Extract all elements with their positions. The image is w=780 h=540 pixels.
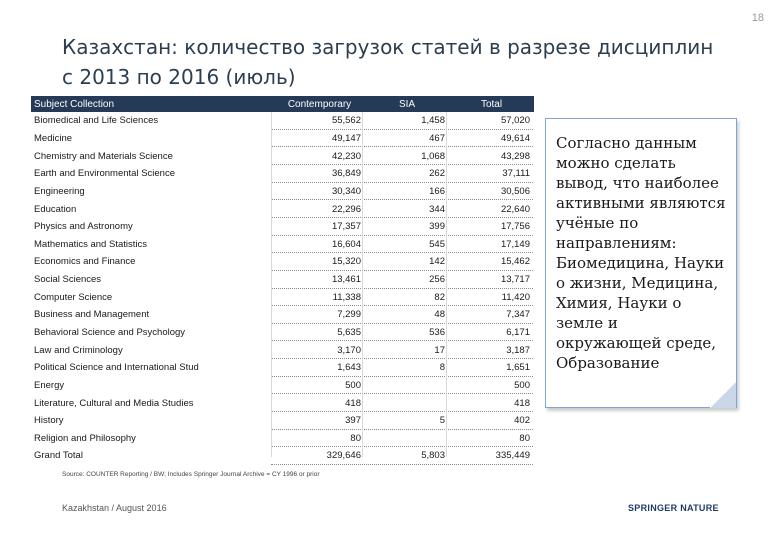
row-separator <box>271 305 533 306</box>
table-row <box>31 218 534 236</box>
cell-contemporary: 329,646 <box>326 450 361 462</box>
cell-contemporary: 17,357 <box>331 221 361 233</box>
conclusion-note <box>545 118 737 408</box>
table-row <box>31 377 534 395</box>
cell-contemporary: 7,299 <box>337 309 361 321</box>
cell-sia: 48 <box>434 309 445 321</box>
table-row <box>31 394 534 412</box>
row-separator <box>271 429 533 430</box>
cell-subject: Social Sciences <box>34 274 102 286</box>
cell-sia: 8 <box>439 362 445 374</box>
source-note: Source: COUNTER Reporting / BW; Includes Springer Journal Archive = CY 1996 or prior <box>62 471 320 478</box>
conclusion-text: Согласно данным можно сделать вывод, что наиболее активными являются учёные по направлениям: Биомедицина, Науки о жизни, Медицина, Химия, Науки о земле и окружающей среде, Образование <box>556 134 726 372</box>
cell-contemporary: 13,461 <box>331 274 361 286</box>
cell-contemporary: 30,340 <box>331 185 361 197</box>
cell-total: 17,149 <box>500 238 530 250</box>
table-row <box>31 112 534 130</box>
row-separator <box>271 146 533 147</box>
row-separator <box>271 270 533 271</box>
cell-contemporary: 3,170 <box>337 344 361 356</box>
cell-total: 7,347 <box>506 309 530 321</box>
header-total: Total <box>480 98 503 110</box>
cell-contemporary: 397 <box>345 415 361 427</box>
table-row <box>31 306 534 324</box>
cell-total: 17,756 <box>500 221 530 233</box>
table-row <box>31 253 534 271</box>
downloads-table <box>31 96 534 465</box>
cell-sia: 467 <box>429 132 445 144</box>
cell-total: 418 <box>514 397 530 409</box>
row-separator <box>271 464 533 465</box>
cell-total: 3,187 <box>506 344 530 356</box>
table-row <box>31 235 534 253</box>
cell-contemporary: 36,849 <box>331 168 361 180</box>
row-separator <box>271 358 533 359</box>
table-row <box>31 200 534 218</box>
cell-contemporary: 22,296 <box>331 203 361 215</box>
cell-subject: Computer Science <box>34 291 113 303</box>
cell-total: 30,506 <box>500 185 530 197</box>
row-separator <box>271 446 533 447</box>
footer-left: Kazakhstan / August 2016 <box>62 503 167 513</box>
cell-sia: 256 <box>429 274 445 286</box>
slide-title: Казахстан: количество загрузок статей в разрезе дисциплин с 2013 по 2016 (июль) <box>62 35 714 89</box>
row-separator <box>271 393 533 394</box>
cell-sia: 262 <box>429 168 445 180</box>
header-sia: SIA <box>398 98 416 110</box>
cell-contemporary: 80 <box>350 432 361 444</box>
row-separator <box>271 199 533 200</box>
table-row <box>31 447 534 465</box>
table-row <box>31 324 534 342</box>
cell-subject: Grand Total <box>34 450 83 462</box>
cell-subject: Law and Criminology <box>34 344 123 356</box>
cell-sia: 5,803 <box>421 450 445 462</box>
cell-sia: 1,458 <box>421 115 445 127</box>
row-separator <box>271 411 533 412</box>
table-row <box>31 147 534 165</box>
row-separator <box>271 217 533 218</box>
cell-contemporary: 500 <box>345 379 361 391</box>
table-row <box>31 271 534 289</box>
row-separator <box>271 323 533 324</box>
row-separator <box>271 252 533 253</box>
cell-contemporary: 55,562 <box>331 115 361 127</box>
cell-total: 80 <box>519 432 530 444</box>
cell-contemporary: 42,230 <box>331 150 361 162</box>
cell-subject: Physics and Astronomy <box>34 221 133 233</box>
table-row <box>31 341 534 359</box>
cell-sia: 5 <box>439 415 445 427</box>
table-row <box>31 359 534 377</box>
column-divider <box>446 112 447 457</box>
cell-total: 335,449 <box>495 450 530 462</box>
table-row <box>31 288 534 306</box>
cell-subject: Energy <box>34 379 65 391</box>
cell-contemporary: 49,147 <box>331 132 361 144</box>
cell-sia: 545 <box>429 238 445 250</box>
header-contemporary: Contemporary <box>287 98 352 110</box>
table-row <box>31 412 534 430</box>
cell-sia: 536 <box>429 327 445 338</box>
row-separator <box>271 288 533 289</box>
cell-contemporary: 15,320 <box>331 256 361 268</box>
row-separator <box>271 164 533 165</box>
cell-total: 37,111 <box>502 168 530 180</box>
cell-subject: Political Science and International Stud <box>34 362 199 374</box>
cell-subject: Religion and Philosophy <box>34 432 136 444</box>
cell-subject: History <box>34 415 64 427</box>
cell-total: 402 <box>514 415 530 427</box>
cell-sia: 166 <box>429 185 445 197</box>
page-number: 18 <box>751 12 764 24</box>
row-separator <box>271 129 533 130</box>
cell-contemporary: 11,338 <box>332 291 361 303</box>
cell-subject: Mathematics and Statistics <box>34 238 147 250</box>
cell-subject: Literature, Cultural and Media Studies <box>34 397 194 409</box>
cell-subject: Biomedical and Life Sciences <box>34 115 159 127</box>
row-separator <box>271 340 533 341</box>
cell-subject: Economics and Finance <box>34 256 136 268</box>
cell-contemporary: 1,643 <box>337 362 361 374</box>
cell-subject: Business and Management <box>34 309 150 321</box>
cell-total: 11,420 <box>501 291 530 303</box>
row-separator <box>271 235 533 236</box>
cell-contemporary: 418 <box>345 397 361 409</box>
table-row <box>31 165 534 183</box>
cell-sia: 17 <box>434 344 445 356</box>
column-divider <box>362 112 363 457</box>
cell-sia: 82 <box>434 291 445 303</box>
cell-sia: 142 <box>429 256 445 268</box>
cell-contemporary: 16,604 <box>331 238 361 250</box>
springer-nature-logo: SPRINGER NATURE <box>628 503 719 513</box>
table-row <box>31 130 534 148</box>
cell-total: 13,717 <box>500 274 530 286</box>
cell-subject: Chemistry and Materials Science <box>34 150 173 162</box>
row-separator <box>271 376 533 377</box>
cell-total: 49,614 <box>500 132 530 144</box>
cell-total: 6,171 <box>506 327 530 338</box>
table-header <box>31 96 534 112</box>
page-curl <box>710 382 736 408</box>
cell-total: 22,640 <box>500 203 530 215</box>
table-row <box>31 430 534 448</box>
cell-total: 1,651 <box>506 362 530 374</box>
header-subject-collection: Subject Collection <box>34 98 115 110</box>
cell-sia: 399 <box>429 221 445 233</box>
table-row <box>31 183 534 201</box>
cell-subject: Engineering <box>34 185 85 197</box>
cell-total: 15,462 <box>500 256 530 268</box>
cell-total: 500 <box>514 379 530 391</box>
cell-sia: 1,068 <box>421 150 445 162</box>
row-separator <box>271 182 533 183</box>
cell-subject: Earth and Environmental Science <box>34 168 175 180</box>
cell-sia: 344 <box>429 203 445 215</box>
cell-subject: Medicine <box>34 132 73 144</box>
cell-subject: Education <box>34 203 77 215</box>
cell-total: 43,298 <box>500 150 530 162</box>
column-divider <box>271 112 272 457</box>
cell-total: 57,020 <box>500 115 530 127</box>
cell-contemporary: 5,635 <box>337 327 361 338</box>
cell-subject: Behavioral Science and Psychology <box>34 327 186 338</box>
